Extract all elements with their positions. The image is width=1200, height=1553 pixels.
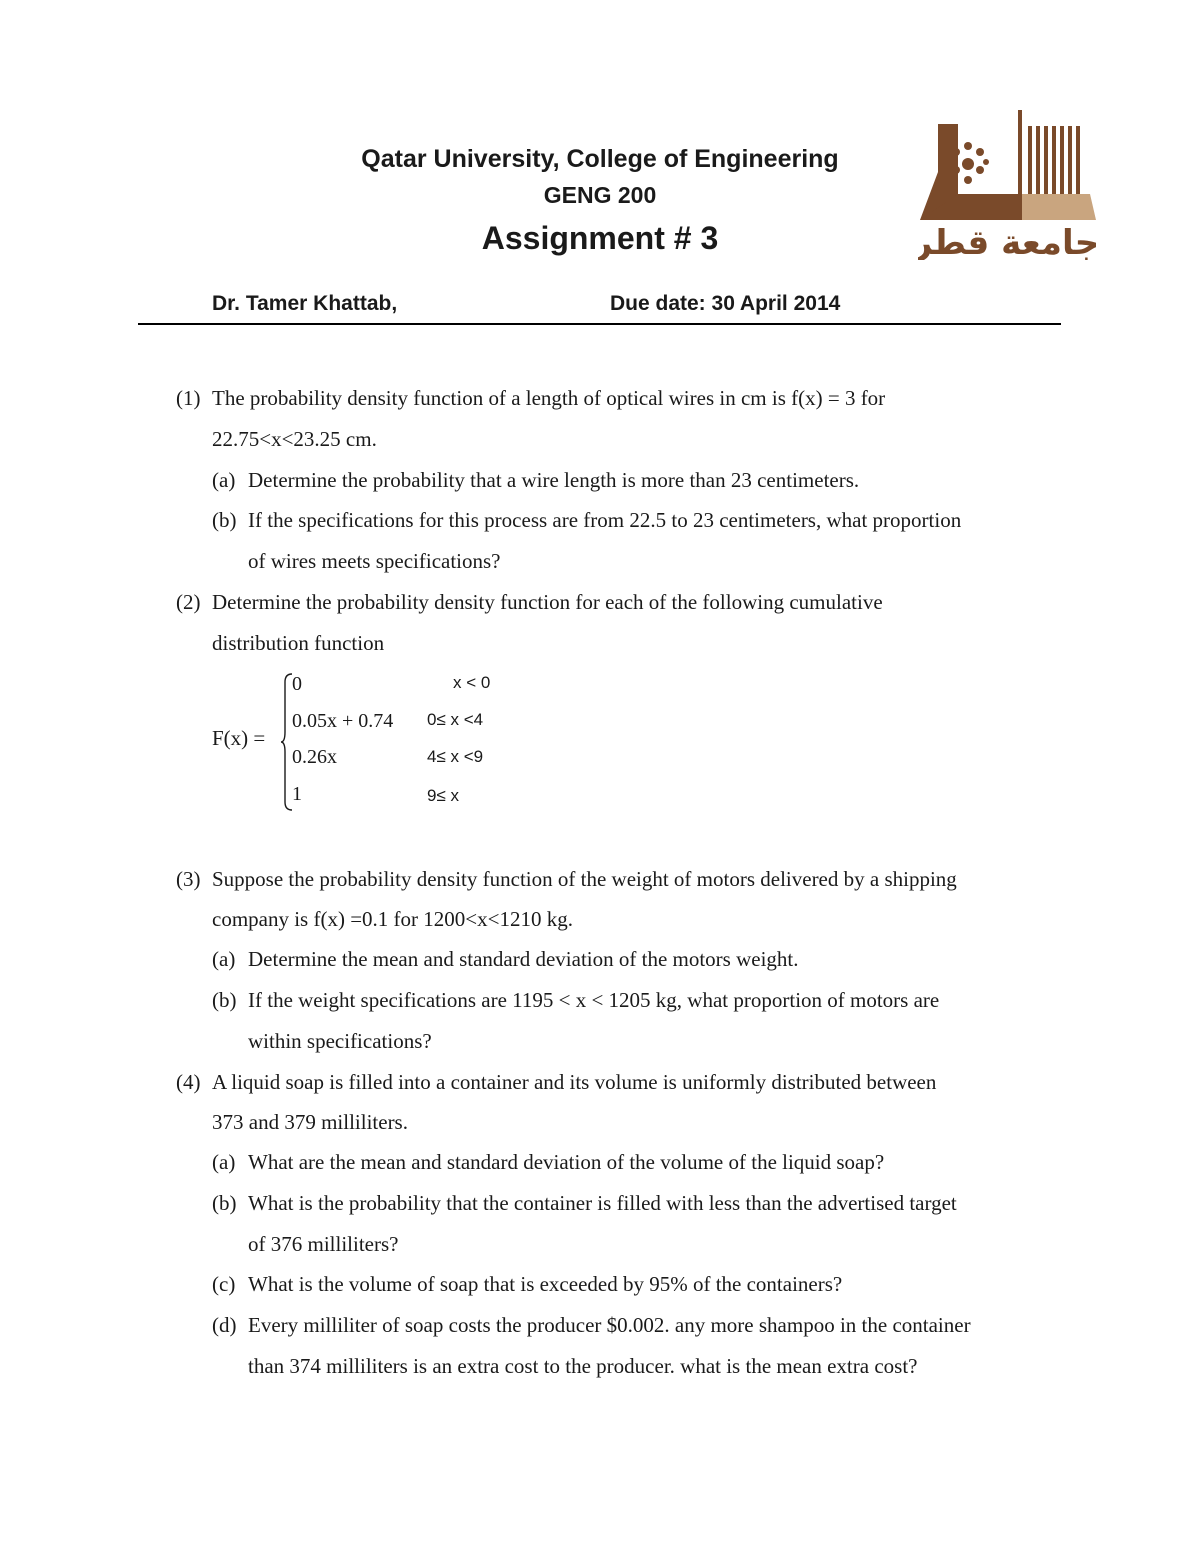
university-title: Qatar University, College of Engineering: [361, 145, 839, 173]
q4b-label: (b): [212, 1191, 237, 1215]
cdf-lhs: F(x) =: [212, 726, 266, 750]
assignment-title: Assignment # 3: [481, 220, 719, 256]
q2-line1: [176, 590, 883, 615]
q4d-text-line1: Every milliliter of soap costs the producer $0.002. any more shampoo in the container: [248, 1313, 971, 1337]
q3-text-line2: company is f(x) =0.1 for 1200<x<1210 kg.: [212, 907, 573, 931]
q3b-text-line2: within specifications?: [248, 1029, 432, 1053]
q1a-label: (a): [212, 468, 236, 492]
q4a-label: (a): [212, 1150, 236, 1174]
q1-part-a: [212, 468, 859, 493]
logo-arabic-text: جامعة قطر: [918, 223, 1096, 260]
cdf-piece-cond: x < 0: [453, 673, 491, 692]
due-date: Due date: 30 April 2014: [610, 292, 841, 315]
q1-line1: [176, 386, 885, 411]
cdf-piece-cond: 0≤ x <4: [427, 710, 484, 729]
cdf-piece-expr: 0: [292, 673, 302, 695]
q4d-label: (d): [212, 1313, 237, 1337]
q4d-text-line2: than 374 milliliters is an extra cost to the producer. what is the mean extra cost?: [248, 1354, 918, 1378]
q1b-text-line1: If the specifications for this process are from 22.5 to 23 centimeters, what proportion: [248, 508, 962, 532]
q2-number: (2): [176, 590, 201, 614]
q4-line1: [176, 1070, 936, 1095]
cdf-piece-expr: 0.05x + 0.74: [292, 710, 394, 732]
q4-part-c: [212, 1272, 842, 1297]
q3-text-line1: Suppose the probability density function of the weight of motors delivered by a shipping: [212, 867, 957, 891]
q4-part-a: [212, 1150, 884, 1175]
q3b-label: (b): [212, 988, 237, 1012]
q1-number: (1): [176, 386, 201, 410]
q3-number: (3): [176, 867, 201, 891]
instructor-name: Dr. Tamer Khattab,: [212, 292, 398, 315]
cdf-piece-expr: 1: [292, 783, 302, 805]
q4c-text: What is the volume of soap that is exceeded by 95% of the containers?: [248, 1272, 843, 1296]
q3a-text: Determine the mean and standard deviation of the motors weight.: [248, 947, 799, 971]
q1-part-b: [212, 508, 961, 533]
q3-line1: [176, 867, 957, 892]
q4a-text: What are the mean and standard deviation of the volume of the liquid soap?: [248, 1150, 885, 1174]
q2-text-line1: Determine the probability density function for each of the following cumulative: [212, 590, 883, 614]
q4-number: (4): [176, 1070, 201, 1094]
q1a-text: Determine the probability that a wire length is more than 23 centimeters.: [248, 468, 860, 492]
q4b-text-line2: of 376 milliliters?: [248, 1232, 399, 1256]
q3b-text-line1: If the weight specifications are 1195 < x < 1205 kg, what proportion of motors are: [248, 988, 940, 1012]
q4-text-line2: 373 and 379 milliliters.: [212, 1110, 408, 1134]
q2-text-line2: distribution function: [212, 631, 385, 655]
q4-text-line1: A liquid soap is filled into a container and its volume is uniformly distributed between: [212, 1070, 937, 1094]
q1-text-line1: The probability density function of a length of optical wires in cm is f(x) = 3 for: [212, 386, 886, 410]
course-code: GENG 200: [543, 182, 657, 208]
q4-part-b: [212, 1191, 957, 1216]
q3a-label: (a): [212, 947, 236, 971]
q3-part-b: [212, 988, 939, 1013]
q4-part-d: [212, 1313, 971, 1338]
q4b-text-line1: What is the probability that the container is filled with less than the advertised target: [248, 1191, 957, 1215]
q1-text-line2: 22.75<x<23.25 cm.: [212, 427, 377, 451]
cdf-piece-cond: 4≤ x <9: [427, 747, 484, 766]
q4c-label: (c): [212, 1272, 236, 1296]
cdf-piece-expr: 0.26x: [292, 746, 337, 768]
q1b-text-line2: of wires meets specifications?: [248, 549, 501, 573]
header-rule: [138, 323, 1061, 325]
q1b-label: (b): [212, 508, 237, 532]
cdf-piece-cond: 9≤ x: [427, 786, 460, 805]
qatar-university-logo: [918, 108, 1096, 260]
q3-part-a: [212, 947, 799, 972]
